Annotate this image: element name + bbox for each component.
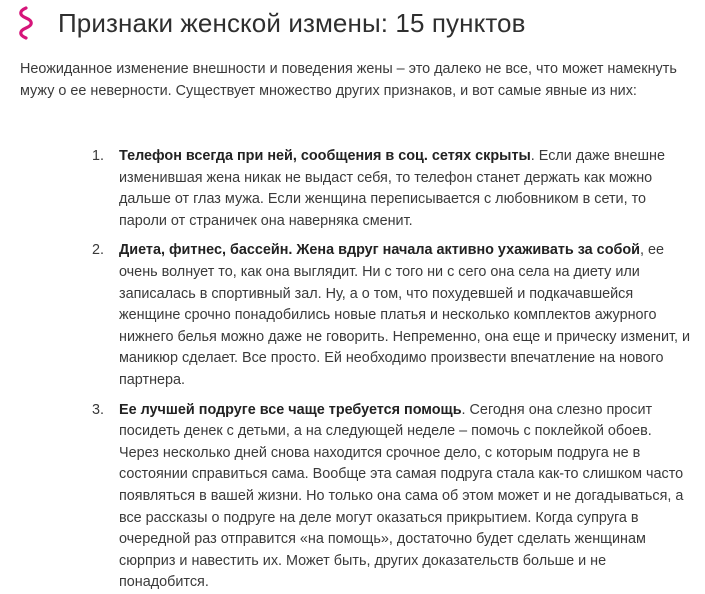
signs-list xyxy=(92,146,692,594)
list-item-text: . Сегодня она слезно просит посидеть денек с детьми, а на следующей неделе – помочь с поклейкой обоев. Через несколько дней снова находится срочное дело, с которым подруга не в состоянии справиться сама. Вообще эта самая подруга стала как-то слишком часто появляться в вашей жизни. Но только она сама об этом может и не догадываться, а все рассказы о подруге на деле могут оказаться прикрытием. Когда супруга в очередной раз отправится «на помощь», достаточно будет сделать женщинам сюрприз и навестить их. Может быть, других доказательств больше и не понадобится. xyxy=(119,401,684,591)
list-item-body xyxy=(119,240,692,391)
list-item-number: 2. xyxy=(92,242,105,259)
list-item-text: , ее очень волнует то, как она выглядит. Ни с того ни с сего она села на диету или записалась в спортивный зал. Ну, а о том, что похудевшей и подкачавшейся женщине срочно понадобились новые платья и несколько комплектов ажурного нижнего белья можно даже не говорить. Непременно, она еще и прическу изменит, и маникюр сделает. Все просто. Ей необходимо произвести впечатление на нового партнера. xyxy=(119,242,691,388)
article-header xyxy=(18,4,526,42)
list-item-body xyxy=(119,146,692,232)
list-item-number: 1. xyxy=(92,148,105,164)
list-item-text: . Если даже внешне изменившая жена никак не выдаст себя, то телефон станет держать как можно дальше от глаз мужа. Если женщина переписывается с любовником в сети, то пароли от страничек она наверняка сменит. xyxy=(119,148,665,229)
list-item-2 xyxy=(92,240,692,391)
list-item-1 xyxy=(92,146,692,232)
list-item-body xyxy=(119,400,692,594)
page-title: Признаки женской измены: 15 пунктов xyxy=(58,7,526,38)
list-item-lead: Диета, фитнес, бассейн. Жена вдруг начала активно ухаживать за собой xyxy=(119,242,641,259)
list-item-number: 3. xyxy=(92,401,105,418)
pink-wave-logo-icon xyxy=(18,6,36,40)
list-item-lead: Ее лучшей подруге все чаще требуется помощь xyxy=(119,401,462,418)
list-item-3 xyxy=(92,400,692,594)
intro-paragraph: Неожиданное изменение внешности и поведения жены – это далеко не все, что может намекнуть мужу о ее неверности. Существует множество других признаков, и вот самые явные из них: xyxy=(20,61,677,99)
list-item-lead: Телефон всегда при ней, сообщения в соц. сетях скрыты xyxy=(119,148,531,164)
